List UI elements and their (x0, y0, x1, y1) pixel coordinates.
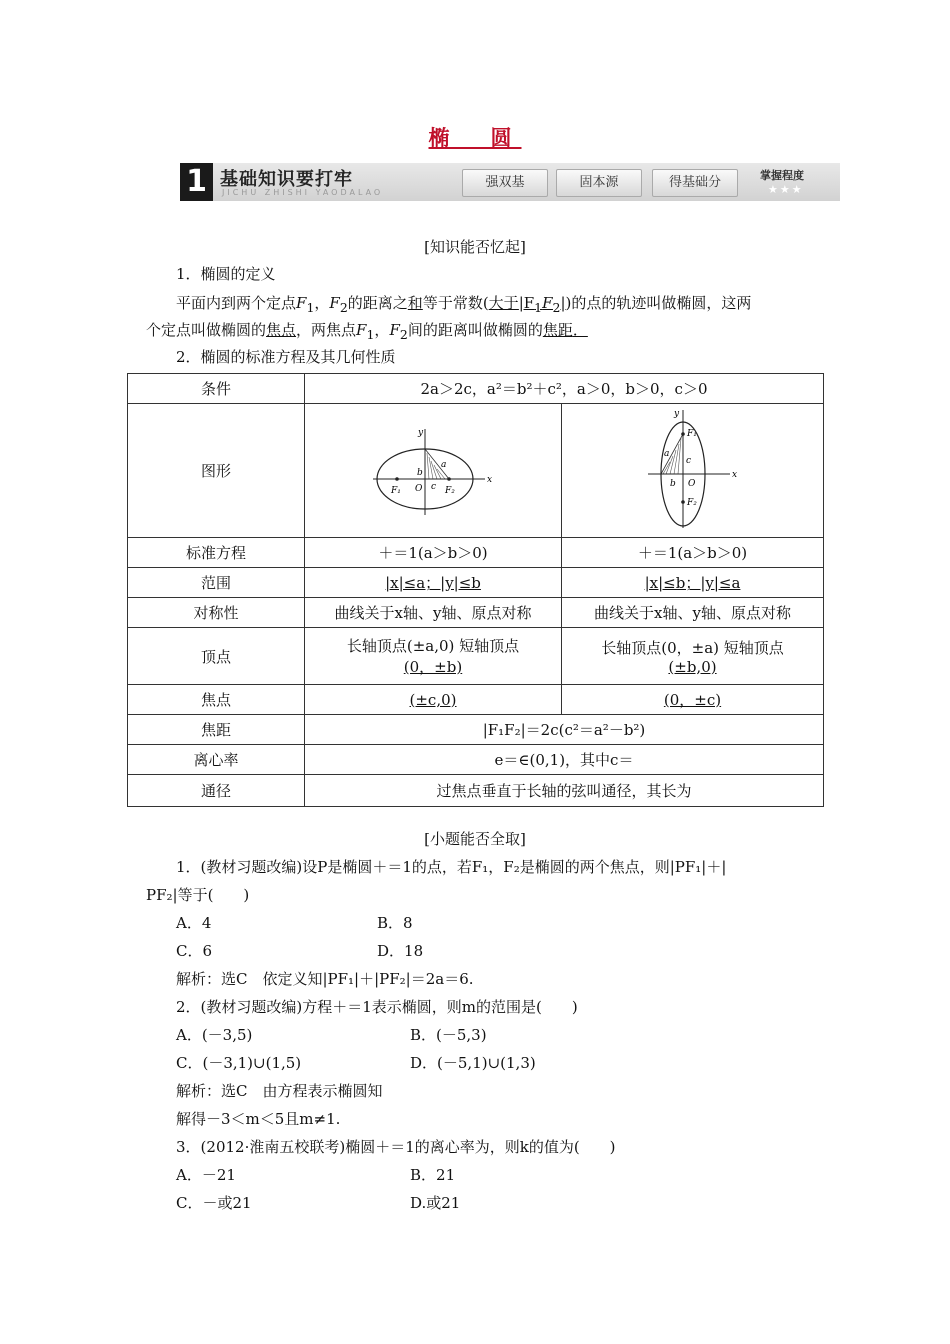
a-label: a (441, 459, 447, 470)
focus-f1-point (395, 477, 399, 481)
f2-label: F₂ (445, 485, 455, 496)
table-cell: e＝∈(0,1)，其中c＝ (305, 745, 824, 775)
table-row (128, 598, 824, 628)
f1-label: F₁ (686, 429, 697, 439)
c-label: c (685, 456, 691, 466)
table-row (128, 538, 824, 568)
a-label: a (663, 449, 669, 459)
section-heading-knowledge: [知识能否忆起] (424, 238, 526, 256)
text: 间的距离叫做椭圆的 (407, 321, 543, 339)
table-cell: 焦点 (128, 685, 305, 715)
definition-line-1 (176, 292, 751, 315)
section-heading-quiz: [小题能否全取] (424, 830, 526, 848)
q3-stem: 3．(2012·淮南五校联考)椭圆＋＝1的离心率为，则k的值为( ) (176, 1138, 616, 1156)
table-cell (305, 628, 562, 685)
q2-option-a: A．(－3,5) (176, 1026, 253, 1044)
text: F (356, 321, 367, 339)
q2-stem: 2．(教材习题改编)方程＋＝1表示椭圆，则m的范围是( ) (176, 998, 578, 1016)
table-cell: 通径 (128, 775, 305, 807)
text: 2 (399, 327, 408, 342)
table-cell: 曲线关于x轴、y轴、原点对称 (562, 598, 824, 628)
table-cell: ＋＝1(a＞b＞0) (562, 538, 824, 568)
q3-option-c: C．－或21 (176, 1194, 252, 1212)
text: 1 (306, 300, 315, 315)
table-cell: 顶点 (128, 628, 305, 685)
q1-option-b: B．8 (377, 914, 413, 932)
c-label: c (431, 481, 437, 492)
table-row (128, 685, 824, 715)
b-label: b (669, 479, 676, 489)
table-row (128, 775, 824, 807)
banner-button-gubenyuan: 固本源 (556, 169, 642, 197)
q1-stem: 1．(教材习题改编)设P是椭圆＋＝1的点，若F₁，F₂是椭圆的两个焦点，则|PF₁|＋| (176, 858, 727, 876)
banner-title: 基础知识要打牢 (220, 169, 353, 190)
text: (0，±b) (403, 658, 463, 676)
table-cell: (±c,0) (305, 685, 562, 715)
section-banner (180, 163, 840, 201)
table-cell: 焦距 (128, 715, 305, 745)
text: F (296, 294, 307, 312)
text: 2 (552, 300, 561, 315)
q1-stem-cont: PF₂|等于( ) (146, 886, 250, 904)
table-cell: (0，±c) (562, 685, 824, 715)
text: 长轴顶点(0，±a) 短轴顶点 (601, 638, 784, 657)
text: 焦点 (266, 321, 297, 339)
table-cell: 对称性 (128, 598, 305, 628)
q2-answer-cont: 解得－3＜m＜5且m≠1. (176, 1110, 341, 1128)
ellipse-properties-table (127, 373, 824, 807)
origin-label: O (687, 479, 695, 489)
hatch (427, 453, 429, 479)
text: 1 (366, 327, 375, 342)
text: 个定点叫做椭圆的 (146, 321, 267, 339)
text: 大于 (488, 294, 519, 312)
x-label: x (487, 474, 493, 485)
text: F (329, 294, 340, 312)
banner-button-dejichufen: 得基础分 (652, 169, 738, 197)
text: F (389, 321, 400, 339)
f2-label: F₂ (686, 498, 697, 508)
table-cell: 图形 (128, 404, 305, 538)
table-cell (305, 404, 562, 538)
banner-number: 1 (180, 163, 213, 201)
q1-option-d: D．18 (377, 942, 424, 960)
table-cell: 2a＞2c，a²＝b²＋c²，a＞0，b＞0，c＞0 (305, 374, 824, 404)
text: F (542, 294, 553, 312)
table-row (128, 568, 824, 598)
origin-label: O (415, 483, 423, 494)
focus-f1-point (681, 432, 685, 436)
table-row (128, 628, 824, 685)
table-row (128, 374, 824, 404)
table-cell: 标准方程 (128, 538, 305, 568)
hatch (429, 457, 433, 479)
text: 等于常数( (422, 294, 489, 312)
text: 平面内到两个定点 (176, 294, 297, 312)
b-label: b (417, 467, 423, 478)
text: 长轴顶点(±a,0) 短轴顶点 (346, 637, 520, 655)
q2-option-b: B．(－5,3) (410, 1026, 487, 1044)
text: ， (314, 294, 330, 312)
focus-f2-point (681, 500, 685, 504)
table-row (128, 404, 824, 538)
table-cell: ＋＝1(a＞b＞0) (305, 538, 562, 568)
q2-option-d: D．(－5,1)∪(1,3) (410, 1054, 536, 1072)
q1-answer: 解析：选C 依定义知|PF₁|＋|PF₂|＝2a＝6. (176, 970, 474, 988)
table-cell: 条件 (128, 374, 305, 404)
text: |F (518, 294, 535, 312)
text: (±b,0) (668, 657, 717, 676)
hatch (678, 438, 681, 474)
definition-heading: 1．椭圆的定义 (176, 265, 276, 283)
page-title: 椭 圆 (428, 126, 522, 150)
horizontal-ellipse-figure (373, 419, 493, 519)
y-label: y (418, 427, 424, 438)
table-row (128, 745, 824, 775)
y-label: y (673, 409, 679, 419)
table-cell (562, 628, 824, 685)
definition-line-2 (146, 319, 588, 342)
text: 和 (407, 294, 423, 312)
table-cell: |x|≤a；|y|≤b (305, 568, 562, 598)
text: 1 (534, 300, 543, 315)
table-cell (562, 404, 824, 538)
table-cell: 曲线关于x轴、y轴、原点对称 (305, 598, 562, 628)
table-cell: |x|≤b；|y|≤a (562, 568, 824, 598)
text: 2 (339, 300, 348, 315)
text: 的距离之 (347, 294, 408, 312)
text: 焦距 (542, 321, 573, 339)
text: ． (572, 321, 588, 339)
f1-label: F₁ (391, 485, 401, 496)
q1-option-a: A．4 (176, 914, 212, 932)
banner-stars-icon: ★★★ (768, 183, 804, 196)
hatch (431, 461, 437, 479)
table-cell: 离心率 (128, 745, 305, 775)
q2-answer: 解析：选C 由方程表示椭圆知 (176, 1082, 383, 1100)
table-cell: 过焦点垂直于长轴的弦叫通径，其长为 (305, 775, 824, 807)
table-cell: |F₁F₂|＝2c(c²＝a²－b²) (305, 715, 824, 745)
properties-heading: 2．椭圆的标准方程及其几何性质 (176, 348, 396, 366)
banner-button-qiangshuangji: 强双基 (462, 169, 548, 197)
q2-option-c: C．(－3,1)∪(1,5) (176, 1054, 302, 1072)
q3-option-d: D.或21 (410, 1194, 461, 1212)
q1-option-c: C．6 (176, 942, 213, 960)
banner-pinyin: JICHU ZHISHI YAODALAO (222, 188, 384, 197)
banner-degree: 掌握程度 (760, 169, 804, 182)
q3-option-a: A．－21 (176, 1166, 236, 1184)
vertical-ellipse-figure (638, 406, 748, 531)
table-cell: 范围 (128, 568, 305, 598)
x-label: x (731, 470, 737, 480)
focus-f2-point (447, 477, 451, 481)
text: ， (374, 321, 390, 339)
text: | (560, 294, 566, 312)
q3-option-b: B．21 (410, 1166, 456, 1184)
text (488, 294, 566, 315)
text: )的点的轨迹叫做椭圆，这两 (565, 294, 752, 312)
text (543, 321, 588, 339)
text: ，两焦点 (296, 321, 357, 339)
table-row (128, 715, 824, 745)
